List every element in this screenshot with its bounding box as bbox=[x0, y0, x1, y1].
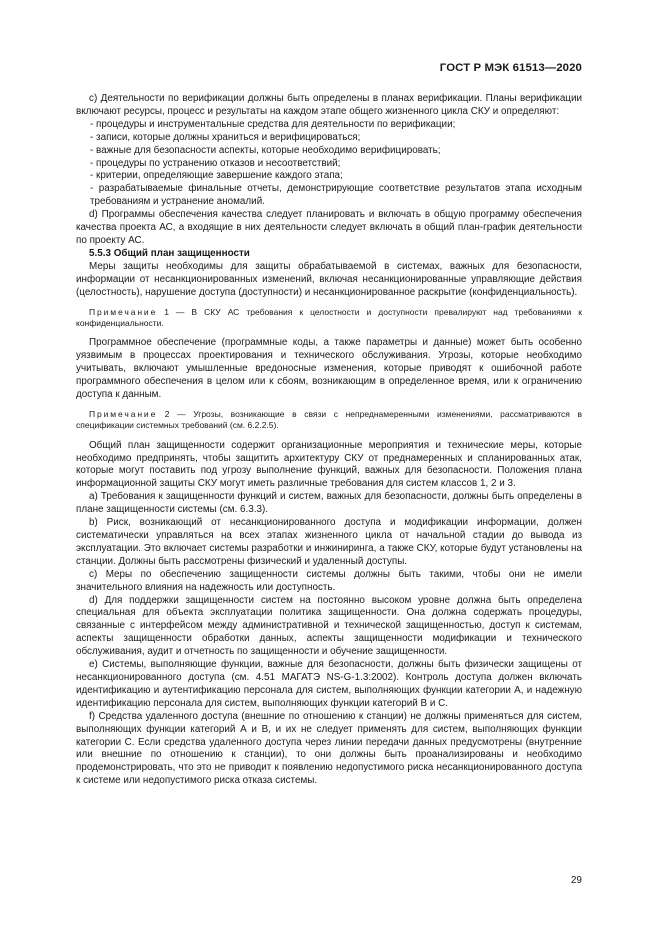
note-2 bbox=[76, 409, 582, 432]
list-item: - важные для безопасности аспекты, которые необходимо верифицировать; bbox=[90, 145, 582, 158]
document-body bbox=[76, 93, 582, 788]
list-item: - процедуры и инструментальные средства для деятельности по верификации; bbox=[90, 119, 582, 132]
paragraph-d-quality: d) Программы обеспечения качества следует планировать и включать в общую программу обеспечения качества проекта АС, а входящие в них деятельности следует включать в общий план-график деятельности по проекту АС. bbox=[76, 209, 582, 246]
paragraph-measures: Меры защиты необходимы для защиты обрабатываемой в системах, важных для безопасности, информации от несанкционированных изменений, включая несанкционированные управляющие действия (целостность), нарушение доступа (доступности) и несанкционированное раскрытие (конфиденциальность). bbox=[76, 260, 582, 298]
paragraph-item-d: d) Для поддержки защищенности систем на постоянно высоком уровне должна быть определена специальная для объекта эксплуатации политика защищенности. Она должна содержать процедуры, связанные с интерфейсом между административной и технической защищенностью, доступ к системам, аспекты защищенности обработки данных, аспекты защищенности модификации и технического обслуживания, аудит и отчетность по защищенности и обучение защищенности. bbox=[76, 594, 582, 658]
standard-header: ГОСТ Р МЭК 61513—2020 bbox=[439, 62, 582, 74]
list-item: - критерии, определяющие завершение каждого этапа; bbox=[90, 170, 582, 183]
paragraph-item-c: c) Меры по обеспечению защищенности системы должны быть такими, чтобы они не имели значительного влияния на надежность или доступность. bbox=[76, 568, 582, 593]
verification-list bbox=[76, 119, 582, 209]
paragraph-item-a: a) Требования к защищенности функций и систем, важных для безопасности, должны быть определены в плане защищенности системы (см. 6.3.3). bbox=[76, 491, 582, 516]
note-text: 2 — Угрозы, возникающие в связи с непреднамеренными изменениями, рассматриваются в спецификации системных требований (см. 6.2.2.5). bbox=[76, 408, 582, 431]
paragraph-item-e: e) Системы, выполняющие функции, важные для безопасности, должны быть физически защищены от несанкционированного доступа (см. 4.51 МАГАТЭ NS-G-1.3:2002). Контроль доступа должен включать идентификацию и аутентификацию персонала для систем, выполняющих функции категории А, и надежную идентификацию персонала для систем, выполняющих функции категорий В и С. bbox=[76, 659, 582, 709]
note-label: Примечание bbox=[89, 408, 158, 419]
note-text: 1 — В СКУ АС требования к целостности и доступности превалируют над требованиями к конфиденциальности. bbox=[76, 306, 582, 328]
paragraph-security-plan: Общий план защищенности содержит организационные мероприятия и технические меры, которые необходимо предпринять, чтобы защитить архитектуру СКУ от преднамеренных и спланированных атак, которые могут поставить под угрозу выполнение функций, важных для безопасности. Положения плана информационной защиты СКУ могут иметь различные требования для систем классов 1, 2 и 3. bbox=[76, 439, 582, 490]
paragraph-c-intro: c) Деятельности по верификации должны быть определены в планах верификации. Планы верификации включают ресурсы, процесс и результаты на каждом этапе общего жизненного цикла СКУ и определяют: bbox=[76, 93, 582, 117]
list-item: - записи, которые должны храниться и верифицироваться; bbox=[90, 132, 582, 145]
paragraph-item-b: b) Риск, возникающий от несанкционированного доступа и модификации информации, должен систематически управляться на всех этапах жизненного цикла от начальной стадии до вывода из эксплуатации. Это включает системы разработки и инжиниринга, а также СКУ, которые будут установлены на станции. Должны быть рассмотрены физический и удаленный доступы. bbox=[76, 517, 582, 567]
list-item: - разрабатываемые финальные отчеты, демонстрирующие соответствие результатов этапа исходным требованиям и устранение аномалий. bbox=[90, 183, 582, 209]
paragraph-software: Программное обеспечение (программные коды, а также параметры и данные) может быть особенно уязвимым в процессах проектирования и технического обслуживания. Угрозы, которые необходимо учитывать, включают умышленные вредоносные изменения, которые приводят к ошибочной работе программного обеспечения в целом или к сбоям, возникающим в определенное время, или к ограничению доступа к данным. bbox=[76, 337, 582, 400]
list-item: - процедуры по устранению отказов и несоответствий; bbox=[90, 158, 582, 171]
paragraph-item-f: f) Средства удаленного доступа (внешние по отношению к станции) не должны применяться для систем, выполняющих функции категорий А и В, и их не следует применять для систем, выполняющих функции категории С. Если средства удаленного доступа через линии передачи данных предусмотрены (внутренние или внешние по отношению к станции), то они должны быть проанализированы и необходимо продемонстрировать, что это не приводит к появлению недопустимого риска несанкционированного доступа к системе или недопустимого риска отказа системы. bbox=[76, 710, 582, 787]
note-1 bbox=[76, 307, 582, 330]
page-number: 29 bbox=[570, 875, 582, 886]
section-heading: 5.5.3 Общий план защищенности bbox=[89, 247, 250, 259]
note-label: Примечание bbox=[89, 306, 158, 317]
